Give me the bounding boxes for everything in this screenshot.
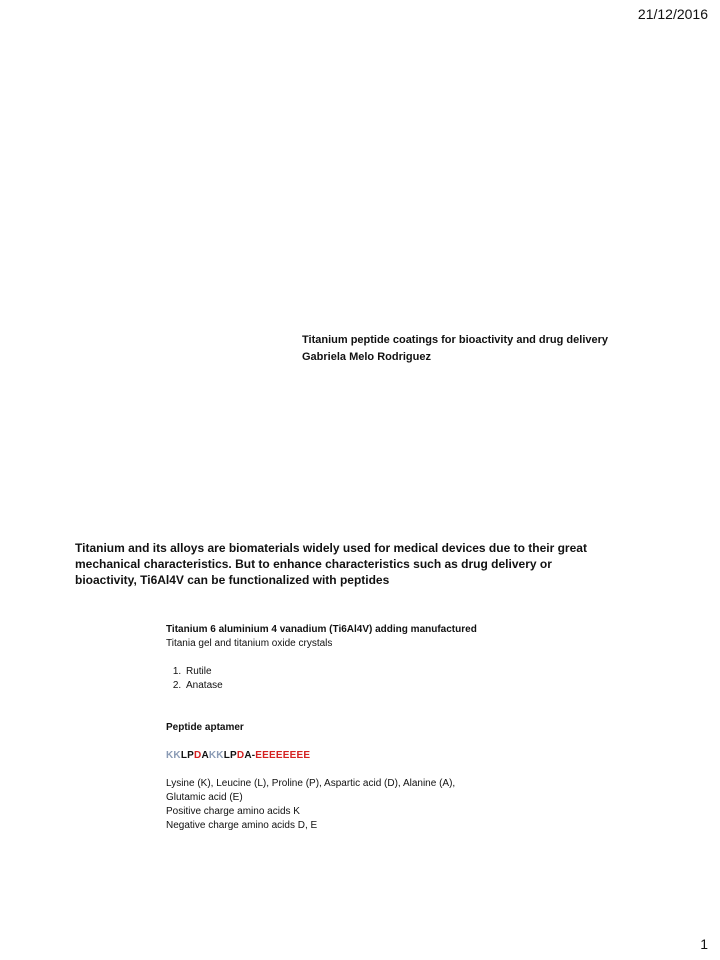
notes-desc-line: Glutamic acid (E) — [166, 792, 243, 803]
sequence-segment-neutral: LP — [223, 750, 237, 761]
slide-2-line: Titanium and its alloys are biomaterials widely used for medical devices due to their great — [75, 541, 587, 555]
slide-2-text-block — [75, 540, 595, 588]
sequence-segment-negative: D — [194, 750, 202, 761]
sequence-segment-negative: EEEEEEEE — [255, 750, 311, 761]
sequence-segment-neutral: A- — [244, 750, 256, 761]
page-number: 1 — [700, 936, 708, 952]
slide-1-title-block — [302, 332, 608, 366]
slide-2-line: mechanical characteristics. But to enhance characteristics such as drug delivery or — [75, 557, 552, 571]
notes-heading-alloy: Titanium 6 aluminium 4 vanadium (Ti6Al4V) adding manufactured — [166, 624, 477, 635]
slide-title: Titanium peptide coatings for bioactivity and drug delivery — [302, 334, 609, 346]
notes-desc-line: Positive charge amino acids K — [166, 806, 300, 817]
notes-line-titania: Titania gel and titanium oxide crystals — [166, 638, 333, 649]
list-item: 2. Anatase — [184, 679, 586, 693]
notes-block — [166, 623, 586, 833]
slide-2-line: bioactivity, Ti6Al4V can be functionalized with peptides — [75, 573, 390, 587]
sequence-segment-positive: KK — [166, 750, 181, 761]
notes-desc-line: Lysine (K), Leucine (L), Proline (P), Aspartic acid (D), Alanine (A), — [166, 778, 456, 789]
sequence-segment-negative: D — [236, 750, 245, 761]
sequence-segment-neutral: LP — [180, 750, 195, 761]
notes-heading-peptide: Peptide aptamer — [166, 722, 244, 733]
crystal-list — [166, 665, 586, 693]
date-header: 21/12/2016 — [637, 6, 708, 22]
sequence-segment-positive: KK — [208, 750, 224, 761]
sequence-segment-neutral: A — [201, 750, 209, 761]
peptide-sequence — [166, 749, 586, 763]
notes-desc-line: Negative charge amino acids D, E — [166, 820, 318, 831]
list-item: 1. Rutile — [184, 665, 586, 679]
slide-author: Gabriela Melo Rodriguez — [302, 351, 431, 363]
